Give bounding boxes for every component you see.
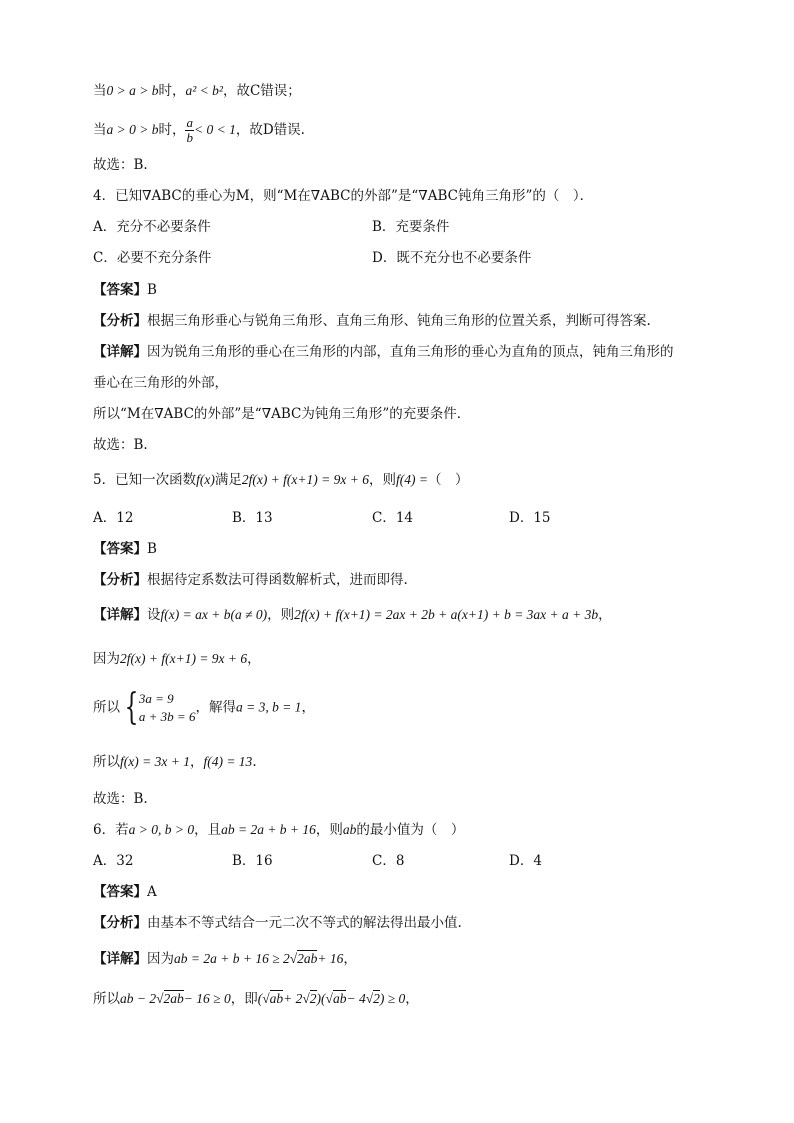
math: ab − 2 (120, 991, 157, 1006)
q5-detail-2 (93, 650, 261, 668)
answer-tag: 【答案】 (93, 282, 147, 298)
math: a > 0 > b (106, 122, 159, 137)
sqrt-symbol: √ (289, 951, 298, 966)
analysis-tag: 【分析】 (93, 915, 147, 931)
text: ，故C错误； (222, 83, 301, 99)
q4-analysis (93, 312, 651, 330)
q4-option-a: A．充分不必要条件 (93, 219, 211, 235)
q5-option-a: A．12 (93, 510, 134, 526)
q4-detail-3: 所以“M在∇ABC的外部”是“∇ABC为钝角三角形”的充要条件． (93, 406, 471, 422)
detail-tag: 【详解】 (93, 344, 147, 360)
q4-option-b: B．充要条件 (372, 219, 450, 235)
detail-tag: 【详解】 (93, 951, 147, 967)
math: + 2 (283, 991, 303, 1006)
q6-option-d: D．4 (509, 853, 542, 869)
q5-option-d: D．15 (509, 510, 551, 526)
detail-tag: 【详解】 (93, 607, 147, 623)
math: < 0 < 1 (193, 122, 236, 137)
text: 设 (147, 607, 161, 623)
text: 所以 (93, 699, 120, 716)
q4-detail-2: 垂心在三角形的外部， (93, 375, 228, 391)
system-eq-1: 3a = 9 (138, 691, 174, 706)
text: . (252, 754, 257, 770)
math: f(4) = (395, 472, 428, 487)
math: 0 > a > b (106, 83, 159, 98)
q5-analysis (93, 571, 408, 589)
math: 2f(x) + f(x+1) = 9x + 6 (120, 651, 248, 666)
text: 所以 (93, 754, 120, 770)
text: 因为 (93, 651, 120, 667)
intro-line-1 (93, 82, 301, 100)
q5-answer (93, 540, 157, 558)
text: ，则 (267, 607, 295, 623)
q6-detail-1 (93, 950, 357, 968)
text: 当 (93, 122, 107, 138)
q4-stem: 4．已知∇ABC的垂心为M，则“M在∇ABC的外部”是“∇ABC钝角三角形”的（ ）． (93, 188, 594, 204)
math: ab = 2a + b + 16 ≥ 2 (174, 951, 290, 966)
text: ，且 (194, 822, 222, 838)
text: ， (598, 607, 612, 623)
q6-stem (93, 821, 464, 839)
analysis-text: 由基本不等式结合一元二次不等式的解法得出最小值. (147, 915, 462, 931)
text: ， (343, 951, 357, 967)
q6-option-c: C．8 (372, 853, 405, 869)
equation-system (120, 687, 196, 728)
q6-option-a: A．32 (93, 853, 134, 869)
text: ， (247, 651, 261, 667)
denominator: b (186, 130, 193, 145)
text: 6．若 (93, 822, 129, 838)
q4-detail-1 (93, 343, 674, 361)
math: a² < b² (185, 83, 223, 98)
math: ( (257, 991, 263, 1006)
q5-option-c: C．14 (372, 510, 414, 526)
text: （ ） (427, 472, 469, 488)
q4-option-d: D．既不充分也不必要条件 (372, 250, 532, 266)
q5-stem (93, 471, 468, 489)
text: ，即 (230, 991, 258, 1007)
math: ab = 2a + b + 16 (221, 822, 316, 837)
q4-answer (93, 281, 157, 299)
text: 时， (158, 83, 186, 99)
numerator: a (186, 115, 193, 130)
sqrt-radicand: ab (269, 991, 284, 1006)
analysis-text: 根据三角形垂心与锐角三角形、直角三角形、钝角三角形的位置关系，判断可得答案. (147, 313, 651, 329)
fraction (185, 116, 194, 145)
text: 满足 (214, 472, 242, 488)
q5-detail-1 (93, 606, 612, 624)
sqrt-symbol: √ (302, 991, 310, 1006)
sqrt-radicand: 2ab (297, 951, 318, 966)
math: ab (342, 822, 357, 837)
text: ，则 (315, 822, 343, 838)
math: 2f(x) + f(x+1) = 2ax + 2b + a(x+1) + b = 3ax + a + 3b (294, 607, 599, 622)
brace-icon: { (124, 687, 139, 728)
sqrt-radicand: 2ab (163, 991, 184, 1006)
text: ， (189, 754, 204, 770)
q6-detail-2 (93, 990, 419, 1008)
sqrt-radicand: 2 (309, 991, 317, 1006)
math: ) ≥ 0 (379, 991, 406, 1006)
sqrt-symbol: √ (262, 991, 270, 1006)
math: f(x) = ax + b(a ≠ 0) (160, 607, 268, 622)
math: a = 3, b = 1 (235, 699, 302, 715)
text: 的最小值为（ ） (356, 822, 465, 838)
intro-line-2 (93, 116, 305, 145)
analysis-tag: 【分析】 (93, 313, 147, 329)
answer-value: B (147, 282, 157, 298)
q5-conclusion: 故选：B. (93, 791, 148, 807)
math: − 4 (346, 991, 366, 1006)
text: 因为 (147, 951, 174, 967)
q5-option-b: B．13 (232, 510, 273, 526)
math: f(x) (196, 472, 215, 487)
analysis-text: 根据待定系数法可得函数解析式，进而即得. (147, 572, 408, 588)
text: 5．已知一次函数 (93, 472, 197, 488)
intro-conclusion: 故选：B. (93, 157, 148, 173)
sqrt-radicand: ab (332, 991, 347, 1006)
text: 当 (93, 83, 107, 99)
text: ，故D错误. (235, 122, 305, 138)
system-eq-2: a + 3b = 6 (138, 709, 196, 724)
q5-detail-4 (93, 753, 257, 771)
q6-answer (93, 883, 157, 901)
text: ，则 (368, 472, 396, 488)
q4-option-c: C．必要不充分条件 (93, 250, 212, 266)
math: + 16 (317, 951, 344, 966)
system-lines (139, 690, 196, 726)
answer-value: B (147, 541, 157, 557)
analysis-tag: 【分析】 (93, 572, 147, 588)
text: ， (405, 991, 419, 1007)
math: a > 0, b > 0 (128, 822, 195, 837)
answer-tag: 【答案】 (93, 541, 147, 557)
q4-conclusion: 故选：B. (93, 437, 148, 453)
math: − 16 ≥ 0 (183, 991, 231, 1006)
text: ， (301, 699, 315, 716)
text: ，解得 (195, 699, 236, 716)
math: f(x) = 3x + 1 (120, 754, 190, 769)
text: 时， (158, 122, 186, 138)
math: f(4) = 13 (203, 754, 253, 769)
math: )( (316, 991, 326, 1006)
sqrt-symbol: √ (325, 991, 333, 1006)
q5-detail-3 (93, 687, 315, 728)
sqrt-radicand: 2 (373, 991, 380, 1006)
detail-text: 因为锐角三角形的垂心在三角形的内部，直角三角形的垂心为直角的顶点，钝角三角形的 (147, 344, 674, 360)
sqrt-symbol: √ (156, 991, 164, 1006)
q6-option-b: B．16 (232, 853, 273, 869)
text: 所以 (93, 991, 120, 1007)
answer-value: A (147, 884, 157, 900)
math: 2f(x) + f(x+1) = 9x + 6 (241, 472, 369, 487)
q6-analysis (93, 914, 462, 932)
answer-tag: 【答案】 (93, 884, 147, 900)
sqrt-symbol: √ (365, 991, 374, 1006)
